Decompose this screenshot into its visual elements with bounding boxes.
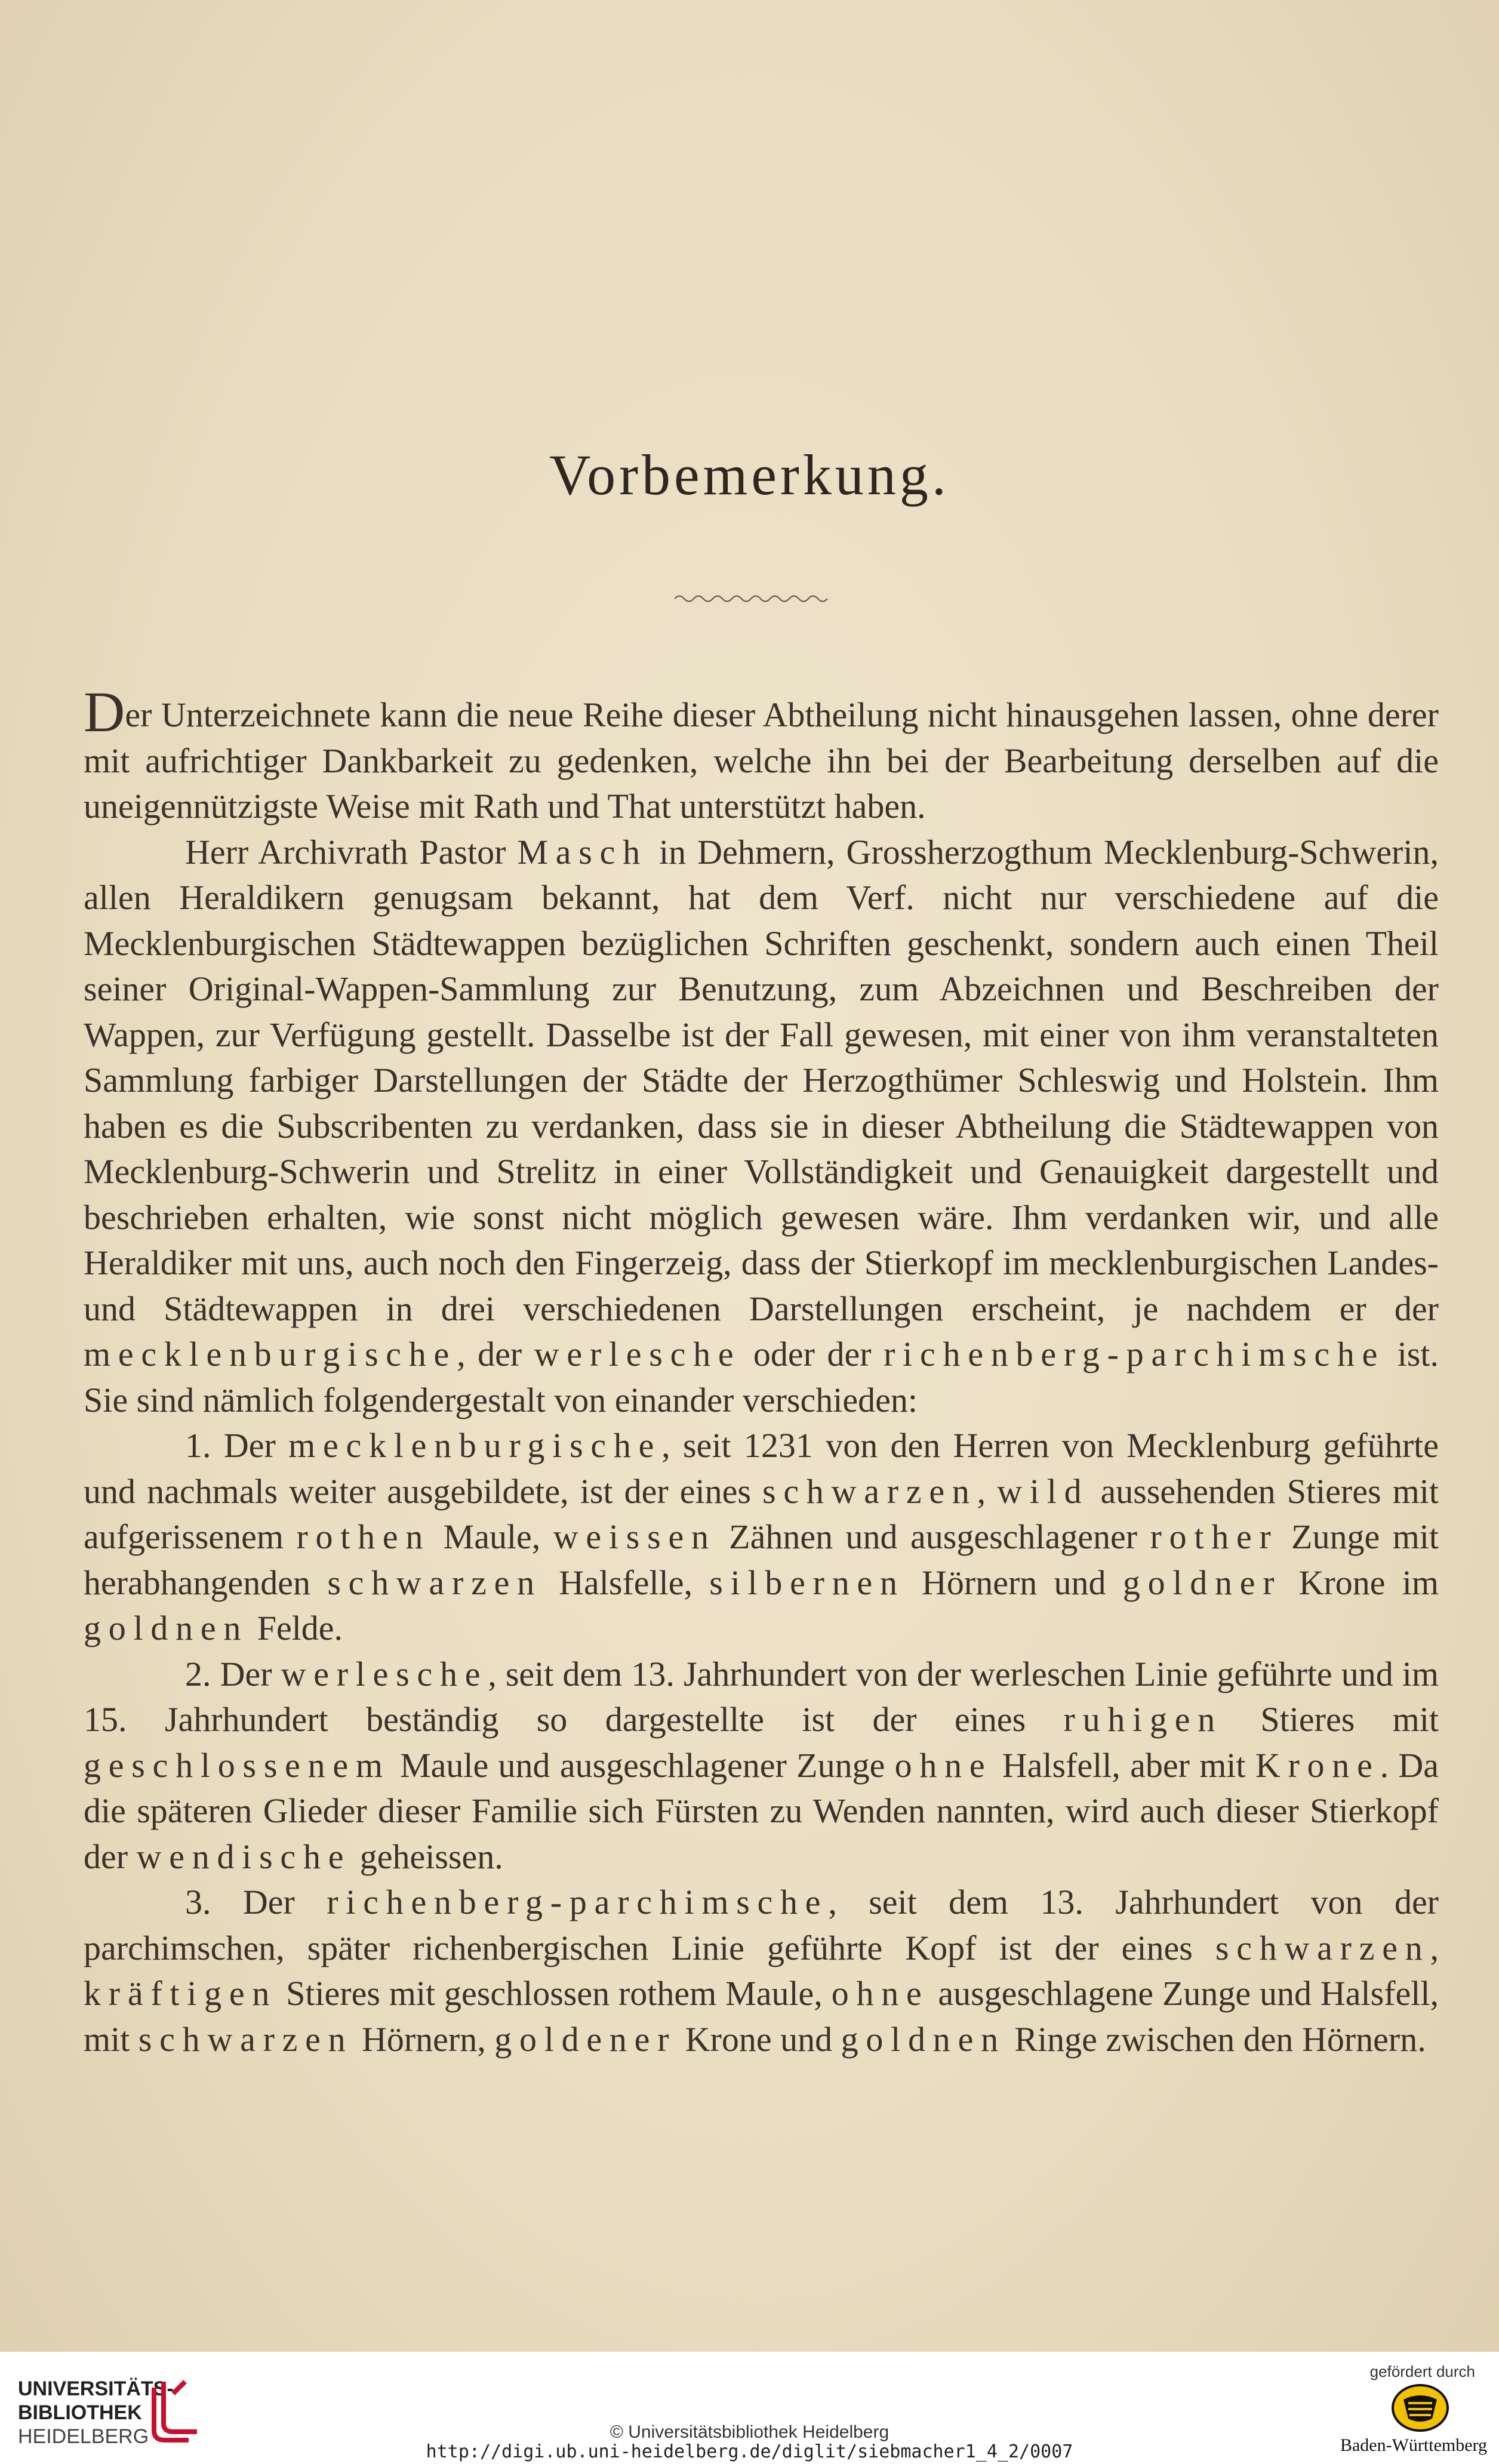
body-text (84, 680, 1439, 2062)
text-run: Halsfelle, (541, 1563, 710, 1602)
text-run: , (1430, 1928, 1439, 1967)
emphasized-text: kräftigen (84, 1974, 278, 2013)
text-run: Maule, (430, 1517, 553, 1556)
emphasized-text: schwarzen (762, 1471, 977, 1511)
emphasized-text: ruhigen (1063, 1700, 1223, 1739)
funder-name: Baden-Württemberg (1340, 2435, 1487, 2455)
text-run: ist. Sie sind nämlich folgendergestalt von einander verschieden: (84, 1335, 1439, 1419)
text-run: oder der (741, 1335, 884, 1373)
library-line-1: UNIVERSITÄTS- (18, 2377, 174, 2400)
source-url[interactable]: http://digi.ub.uni-heidelberg.de/diglit/siebmacher1_4_2/0007 (426, 2441, 1073, 2462)
emphasized-text: mecklenburgische (288, 1426, 662, 1465)
emphasized-text: goldnen (84, 1609, 249, 1647)
paragraph (84, 680, 1439, 830)
emphasized-text: wild (997, 1471, 1089, 1511)
paragraph (84, 1423, 1439, 1652)
emphasized-text: werlesche (534, 1335, 741, 1373)
text-run: 3. Der (185, 1883, 327, 1921)
paragraph (84, 1880, 1439, 2062)
text-run: Zähnen und ausgeschlagener (716, 1517, 1150, 1556)
text-run: Herr Archivrath Pastor (185, 832, 518, 871)
text-run: 1. Der (185, 1426, 289, 1465)
emphasized-text: schwarzen (1215, 1928, 1430, 1967)
text-run: 2. Der (185, 1654, 281, 1693)
emphasized-text: mecklenburgische (84, 1335, 457, 1373)
text-run: , der (457, 1335, 534, 1373)
emphasized-text: Masch (517, 832, 648, 871)
library-line-3: HEIDELBERG (18, 2425, 149, 2448)
emphasized-text: richenberg-parchimsche (327, 1883, 829, 1921)
text-run: in Dehmern, Grossherzogthum Mecklenburg-Schwerin, allen Heraldikern genugsam bekannt, hat dem Verf. nicht nur verschiedene auf die Mecklenburgischen Städtewappen bezüglichen Schriften geschenkt, sondern auch einen Theil seiner Original-Wappen-Sammlung zur Benutzung, zum Abzeichnen und Beschreiben der Wappen, zur Verfügung gestellt. Dasselbe ist der Fall gewesen, mit einer von ihm veranstalteten Sammlung farbiger Darstellungen der Städte der Herzogthümer Schleswig und Holstein. Ihm haben es die Subscribenten zu verdanken, dass sie in dieser Abtheilung die Städtewappen von Mecklenburg-Schwerin und Strelitz in einer Vollständigkeit und Genauigkeit dargestellt und beschrieben erhalten, wie sonst nicht möglich gewesen wäre. Ihm verdanken wir, und alle Heraldiker mit uns, auch noch den Fingerzeig, dass der Stierkopf im mecklenburgischen Landes- und Städtewappen in drei verschiedenen Darstellungen erscheint, je nachdem er der (84, 832, 1439, 1328)
text-run: Krone im (1282, 1563, 1439, 1602)
text-run: ausgeschlagene Zunge und Halsfell, mit (84, 1974, 1439, 2059)
text-run: Stieres mit geschlossen rothem Maule, (277, 1974, 832, 2013)
emphasized-text: ohne (894, 1745, 993, 1785)
emphasized-text: goldener (494, 2019, 677, 2059)
text-run: Halsfell, aber mit (992, 1745, 1255, 1785)
emphasized-text: geschlossenem (84, 1745, 390, 1785)
emphasized-text: wendische (136, 1837, 352, 1876)
text-run: Hörnern und (904, 1563, 1123, 1602)
emphasized-text: weissen (553, 1517, 716, 1556)
emphasized-text: goldnen (841, 2019, 1006, 2059)
emphasized-text: silbernen (709, 1563, 905, 1602)
text-run: , (977, 1471, 998, 1511)
page-title: Vorbemerkung. (549, 443, 950, 507)
baden-wuerttemberg-seal-icon (1390, 2383, 1450, 2433)
text-run: Krone und (676, 2019, 841, 2059)
text-run: Maule und ausgeschlagener Zunge (390, 1745, 895, 1785)
copyright-notice: © Universitätsbibliothek Heidelberg (610, 2422, 889, 2442)
drop-cap: D (84, 680, 125, 744)
emphasized-text: rother (1150, 1517, 1279, 1556)
text-run: , seit dem 13. Jahrhundert von der werleschen Linie geführte und im 15. Jahrhundert beständig so dargestellte ist der eines (84, 1654, 1439, 1739)
text-run: Ringe zwischen den Hörnern. (1005, 2019, 1426, 2059)
paragraph (84, 1652, 1439, 1880)
text-run: Hörnern, (353, 2019, 495, 2059)
text-run: Felde. (248, 1609, 343, 1647)
text-run: aussehenden Stieres mit aufgerissenem (84, 1471, 1439, 1556)
emphasized-text: Krone (1255, 1745, 1380, 1785)
text-run: geheissen. (351, 1837, 503, 1876)
library-line-2: BIBLIOTHEK (18, 2401, 142, 2424)
text-run: er Unterzeichnete kann die neue Reihe dieser Abtheilung nicht hinausgehen lassen, ohne derer mit aufrichtiger Dankbarkeit zu gedenken, welche ihn bei der Bearbeitung derselben auf die uneigennützigste Weise mit Rath und That unterstützt haben. (84, 695, 1439, 826)
paragraph (84, 830, 1439, 1424)
text-run: . Da die späteren Glieder dieser Familie sich Fürsten zu Wenden nannten, wird auch dieser Stierkopf der (84, 1745, 1439, 1876)
wavy-rule-ornament (675, 592, 830, 605)
emphasized-text: goldner (1122, 1563, 1282, 1602)
emphasized-text: richenberg-parchimsche (884, 1335, 1386, 1373)
text-run: , seit 1231 von den Herren von Mecklenburg geführte und nachmals weiter ausgebildete, ist der eines (84, 1426, 1439, 1511)
text-run: Zunge mit herabhangenden (84, 1517, 1439, 1602)
funder-label: gefördert durch (1369, 2363, 1475, 2380)
emphasized-text: schwarzen (327, 1563, 542, 1602)
text-run: Stieres mit (1223, 1700, 1439, 1739)
footer-bar (0, 2352, 1499, 2464)
text-run: , seit dem 13. Jahrhundert von der parchimschen, später richenbergischen Linie geführte Kopf ist der eines (84, 1883, 1439, 1967)
emphasized-text: werlesche (281, 1654, 488, 1693)
emphasized-text: rothen (296, 1517, 431, 1556)
emphasized-text: schwarzen (138, 2019, 353, 2059)
emphasized-text: ohne (831, 1974, 929, 2013)
